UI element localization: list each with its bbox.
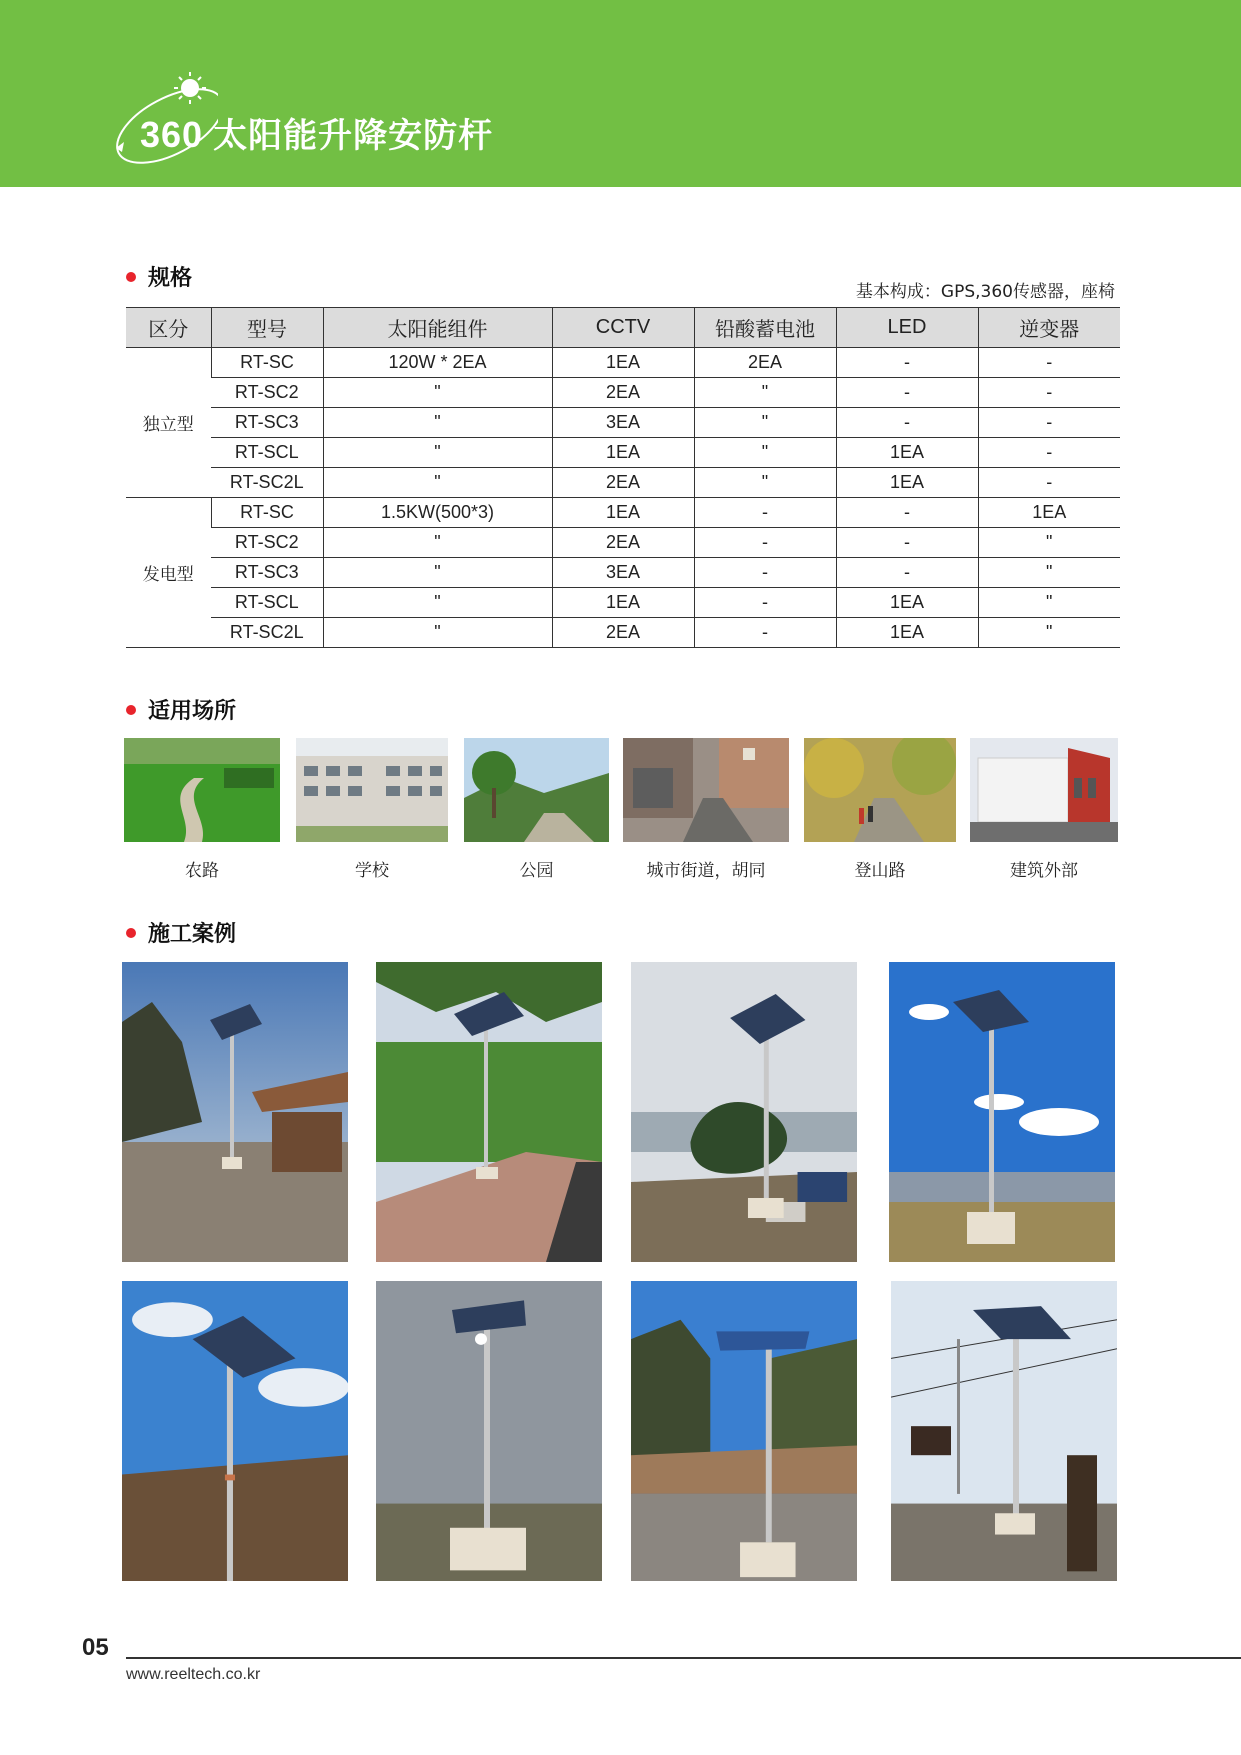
case-photo xyxy=(122,962,348,1262)
table-row xyxy=(126,558,1120,588)
table-row xyxy=(126,348,1120,378)
table-cell: " xyxy=(323,618,552,648)
title-number: 360 xyxy=(140,114,204,155)
table-cell: - xyxy=(978,378,1120,408)
table-cell: 1EA xyxy=(836,618,978,648)
table-cell: - xyxy=(836,378,978,408)
table-cell: " xyxy=(694,438,836,468)
table-cell: - xyxy=(694,498,836,528)
table-cell: RT-SCL xyxy=(211,438,323,468)
table-cell: - xyxy=(836,408,978,438)
table-cell: " xyxy=(323,588,552,618)
bullet-dot-icon xyxy=(126,705,136,715)
case-photo xyxy=(376,962,602,1262)
table-cell: 1EA xyxy=(836,588,978,618)
table-cell: RT-SC3 xyxy=(211,408,323,438)
place-caption: 建筑外部 xyxy=(1010,861,1078,881)
table-cell: 2EA xyxy=(694,348,836,378)
case-photo xyxy=(122,1281,348,1581)
place-caption: 公园 xyxy=(519,861,554,881)
table-row xyxy=(126,588,1120,618)
col-header: 太阳能组件 xyxy=(323,308,552,348)
col-header: 逆变器 xyxy=(978,308,1120,348)
place-card-park xyxy=(464,738,609,881)
table-cell: " xyxy=(978,528,1120,558)
farm-road-photo xyxy=(124,738,280,842)
table-row xyxy=(126,378,1120,408)
table-cell: " xyxy=(694,468,836,498)
table-cell: 3EA xyxy=(552,558,694,588)
table-row xyxy=(126,618,1120,648)
place-card-street xyxy=(623,738,789,881)
group-label: 发电型 xyxy=(126,498,211,648)
bullet-dot-icon xyxy=(126,272,136,282)
table-cell: RT-SC2L xyxy=(211,468,323,498)
table-cell: 1EA xyxy=(552,438,694,468)
footer-website-link[interactable]: www.reeltech.co.kr xyxy=(126,1666,261,1683)
street-photo xyxy=(623,738,789,842)
place-card-farm-road xyxy=(124,738,280,881)
place-card-hiking-trail xyxy=(804,738,956,881)
table-cell: RT-SC xyxy=(211,498,323,528)
table-cell: - xyxy=(978,438,1120,468)
table-cell: " xyxy=(694,408,836,438)
table-cell: RT-SC xyxy=(211,348,323,378)
spec-section-title: 规格 xyxy=(126,261,192,292)
group-label: 独立型 xyxy=(126,348,211,498)
table-cell: " xyxy=(323,468,552,498)
place-caption: 登山路 xyxy=(854,861,906,881)
table-cell: 120W * 2EA xyxy=(323,348,552,378)
table-row xyxy=(126,468,1120,498)
table-cell: 1EA xyxy=(978,498,1120,528)
table-cell: - xyxy=(694,528,836,558)
spec-table xyxy=(126,307,1120,648)
table-cell: 1.5KW(500*3) xyxy=(323,498,552,528)
page-title xyxy=(140,108,493,157)
table-cell: - xyxy=(694,588,836,618)
table-cell: " xyxy=(323,438,552,468)
table-cell: 2EA xyxy=(552,528,694,558)
case-photo xyxy=(889,962,1115,1262)
table-cell: - xyxy=(694,558,836,588)
table-cell: - xyxy=(978,348,1120,378)
table-cell: - xyxy=(836,558,978,588)
col-header: 铅酸蓄电池 xyxy=(694,308,836,348)
school-photo xyxy=(296,738,448,842)
table-cell: 2EA xyxy=(552,378,694,408)
table-cell: " xyxy=(323,408,552,438)
table-cell: " xyxy=(978,558,1120,588)
col-header: CCTV xyxy=(552,308,694,348)
table-cell: " xyxy=(978,618,1120,648)
table-cell: 1EA xyxy=(836,468,978,498)
table-cell: RT-SC2L xyxy=(211,618,323,648)
place-caption: 城市街道，胡同 xyxy=(646,861,766,881)
page-number: 05 xyxy=(82,1634,109,1661)
table-cell: RT-SC2 xyxy=(211,528,323,558)
table-cell: " xyxy=(323,558,552,588)
bullet-dot-icon xyxy=(126,928,136,938)
table-cell: - xyxy=(836,348,978,378)
table-cell: 2EA xyxy=(552,468,694,498)
table-cell: - xyxy=(694,618,836,648)
table-row xyxy=(126,498,1120,528)
table-cell: - xyxy=(978,468,1120,498)
table-cell: - xyxy=(836,528,978,558)
case-photo xyxy=(631,1281,857,1581)
footer-divider xyxy=(126,1657,1241,1659)
table-cell: " xyxy=(323,378,552,408)
spec-note: 基本构成：GPS,360传感器，座椅 xyxy=(855,282,1115,302)
table-cell: - xyxy=(978,408,1120,438)
place-card-school xyxy=(296,738,448,881)
table-cell: RT-SC3 xyxy=(211,558,323,588)
case-photo xyxy=(891,1281,1117,1581)
table-cell: - xyxy=(836,498,978,528)
col-header: LED xyxy=(836,308,978,348)
table-row xyxy=(126,438,1120,468)
table-row xyxy=(126,528,1120,558)
table-cell: 2EA xyxy=(552,618,694,648)
place-caption: 农路 xyxy=(185,861,219,881)
table-cell: RT-SC2 xyxy=(211,378,323,408)
table-cell: " xyxy=(694,378,836,408)
table-cell: 1EA xyxy=(552,348,694,378)
table-cell: 1EA xyxy=(552,498,694,528)
spec-header-row xyxy=(126,308,1120,348)
case-photo xyxy=(376,1281,602,1581)
col-header: 型号 xyxy=(211,308,323,348)
col-header: 区分 xyxy=(126,308,211,348)
title-text: 太阳能升降安防杆 xyxy=(213,116,494,156)
building-exterior-photo xyxy=(970,738,1118,842)
table-row xyxy=(126,408,1120,438)
park-photo xyxy=(464,738,609,842)
cases-section-title: 施工案例 xyxy=(126,917,236,948)
place-caption: 学校 xyxy=(355,861,389,881)
table-cell: 1EA xyxy=(552,588,694,618)
table-cell: RT-SCL xyxy=(211,588,323,618)
table-cell: 3EA xyxy=(552,408,694,438)
case-photo xyxy=(631,962,857,1262)
header-banner xyxy=(0,0,1241,187)
table-cell: 1EA xyxy=(836,438,978,468)
table-cell: " xyxy=(323,528,552,558)
hiking-trail-photo xyxy=(804,738,956,842)
table-cell: " xyxy=(978,588,1120,618)
place-card-building xyxy=(970,738,1118,881)
places-section-title: 适用场所 xyxy=(126,694,236,725)
